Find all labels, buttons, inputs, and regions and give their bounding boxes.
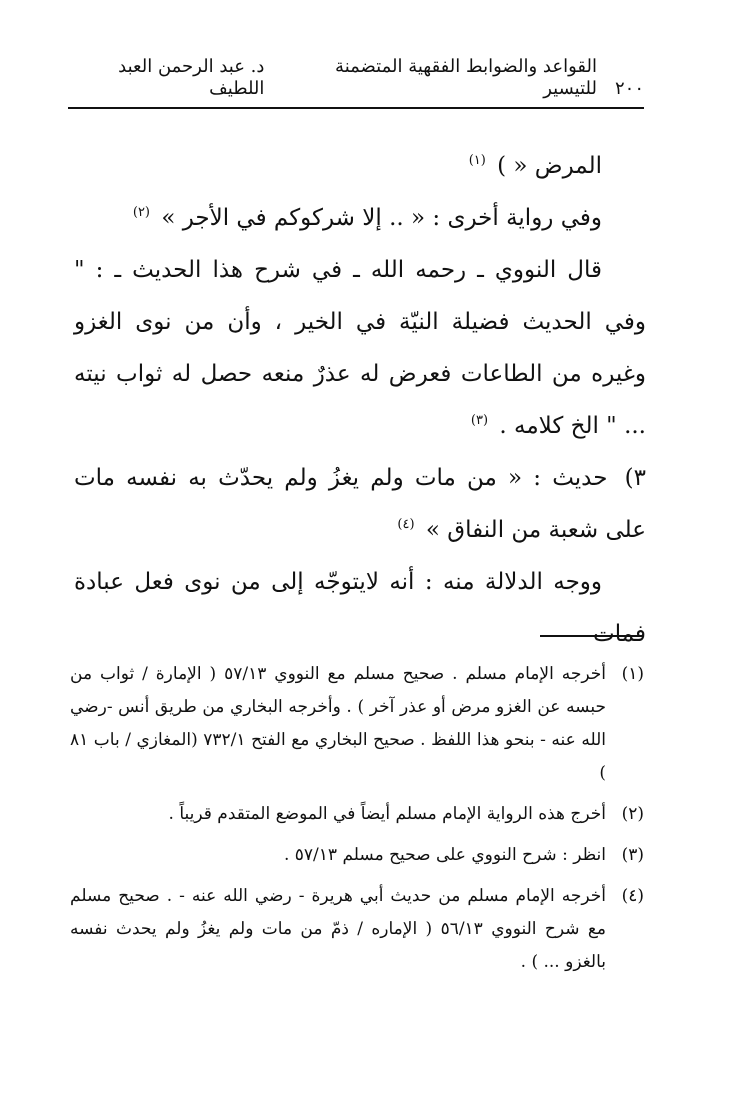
paragraph-1 xyxy=(74,140,646,192)
footnote-ref-3: (٣) xyxy=(470,413,489,429)
footnote-number: (٤) xyxy=(621,886,644,906)
paragraph-2-text: وفي رواية أخرى : « .. إلا شركوكم في الأجر » xyxy=(161,205,602,231)
footnote-number: (٢) xyxy=(621,804,644,824)
footnote-ref-2: (٢) xyxy=(132,205,150,221)
book-title: القواعد والضوابط الفقهية المتضمنة للتيسير xyxy=(335,56,597,99)
paragraph-5-text: ووجه الدلالة منه : أنه لايتوجّه إلى من نوى فعل عبادة فمات xyxy=(74,569,646,647)
header-divider xyxy=(68,107,644,109)
paragraph-2 xyxy=(74,192,646,244)
footnote-text: أخرجه الإمام مسلم من حديث أبي هريرة - رضي الله عنه - . صحيح مسلم مع شرح النووي ٥٦/١٣ ( الإماره / ذمّ من مات ولم يغزُ ولم يحدث نفسه بالغزو ... ) . xyxy=(70,886,606,972)
paragraph-1-text: المرض « ) xyxy=(497,153,602,179)
footnote xyxy=(70,798,644,831)
footnotes xyxy=(70,658,644,987)
author-name: د. عبد الرحمن العبد اللطيف xyxy=(118,56,265,99)
page-number: ٢٠٠ xyxy=(614,78,644,99)
paragraph-4 xyxy=(74,452,646,556)
footnote xyxy=(70,839,644,872)
paragraph-4-text: حديث : « من مات ولم يغزُ ولم يحدّث به نفسه مات على شعبة من النفاق » xyxy=(74,465,646,543)
main-text xyxy=(74,140,646,660)
paragraph-3-text: قال النووي ـ رحمه الله ـ في شرح هذا الحديث ـ : " وفي الحديث فضيلة النيّة في الخير ، وأن من نوى الغزو وغيره من الطاعات فعرض له عذرٌ منعه حصل له ثواب نيته ... " الخ كلامه . xyxy=(74,257,646,439)
paragraph-3 xyxy=(74,244,646,452)
footnote-text: انظر : شرح النووي على صحيح مسلم ٥٧/١٣ . xyxy=(283,845,606,865)
footnote-text: أخرجه الإمام مسلم . صحيح مسلم مع النووي ٥٧/١٣ ( الإمارة / ثواب من حبسه عن الغزو مرض أو عذر آخر ) . وأخرجه البخاري من طريق أنس -رضي الله عنه - بنحو هذا اللفظ . صحيح البخاري مع الفتح ٧٣٢/١ (المغازي / باب ٨١ ) xyxy=(70,664,606,783)
item-number: ٣) xyxy=(624,465,646,491)
footnote-ref-4: (٤) xyxy=(397,517,415,533)
footnote xyxy=(70,658,644,790)
paragraph-5 xyxy=(74,556,646,660)
footnote-number: (٣) xyxy=(621,845,644,865)
footnote-ref-1: (١) xyxy=(468,153,486,169)
footnote-divider xyxy=(540,635,643,637)
footnote-number: (١) xyxy=(621,664,644,684)
footnote xyxy=(70,880,644,979)
footnote-text: أخرج هذه الرواية الإمام مسلم أيضاً في الموضع المتقدم قريباً . xyxy=(168,804,606,824)
running-header xyxy=(68,56,644,100)
